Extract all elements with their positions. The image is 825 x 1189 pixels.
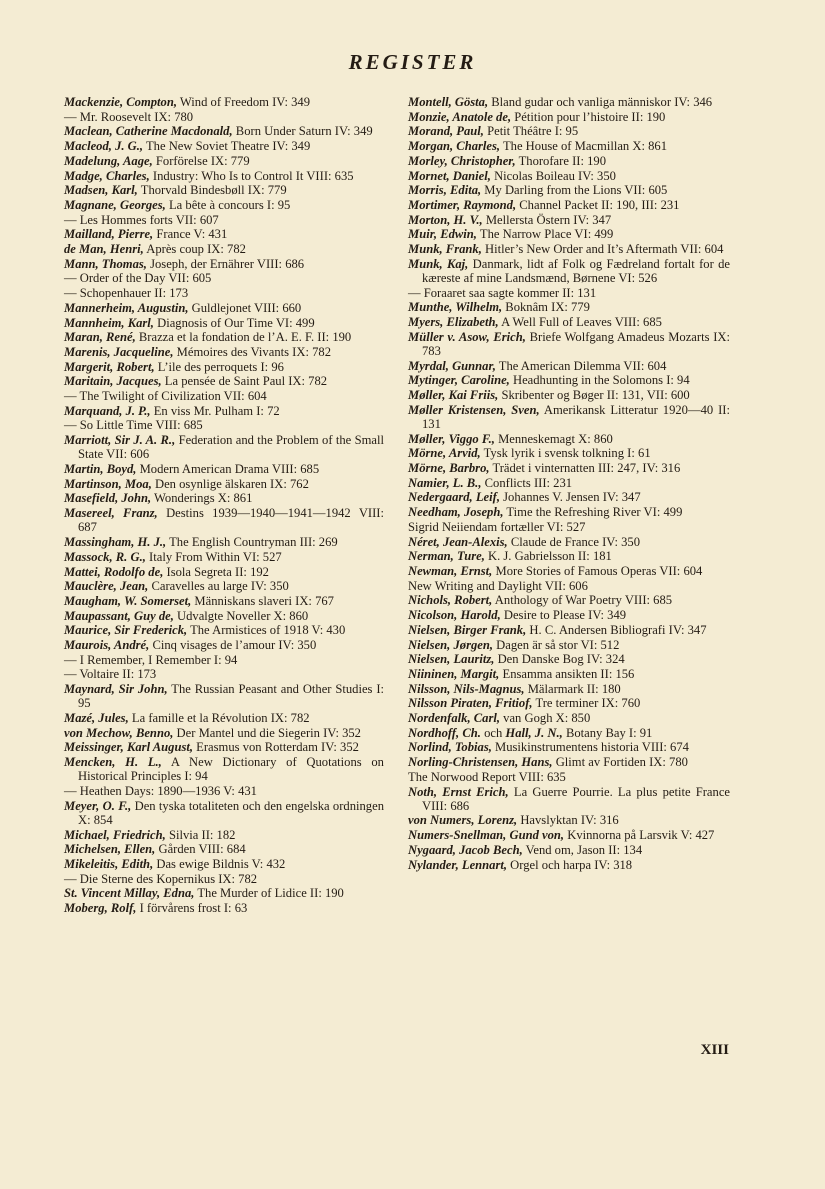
entry-author: Macleod, J. G., xyxy=(64,139,144,154)
register-entry xyxy=(408,549,730,563)
entry-author: Nordhoff, Ch. xyxy=(408,725,481,740)
entry-title: — Die Sterne des Kopernikus IX: 782 xyxy=(64,871,258,886)
entry-author: Nichols, Robert, xyxy=(408,593,493,608)
entry-title: Isola Segreta II: 192 xyxy=(166,564,269,579)
entry-title: och xyxy=(484,725,503,740)
entry-author: Mikeleitis, Edith, xyxy=(64,857,154,872)
entry-author: Noth, Ernst Erich, xyxy=(408,784,509,799)
register-entry xyxy=(64,550,384,564)
register-entry xyxy=(408,608,730,622)
register-entry xyxy=(408,432,730,446)
register-entry xyxy=(408,667,730,681)
entry-title: The Murder of Lidice II: 190 xyxy=(197,886,344,901)
entry-author: Morgan, Charles, xyxy=(408,139,501,154)
entry-author: Newman, Ernst, xyxy=(408,564,493,578)
register-entry xyxy=(64,257,384,271)
register-entry xyxy=(408,227,730,241)
register-entry xyxy=(408,124,730,138)
register-entry xyxy=(408,359,730,373)
entry-title: Gården VIII: 684 xyxy=(158,842,246,857)
register-entry xyxy=(408,638,730,652)
register-entry xyxy=(64,433,384,461)
entry-title: Havslyktan IV: 316 xyxy=(520,813,619,828)
register-entry xyxy=(408,579,730,593)
entry-author: St. Vincent Millay, Edna, xyxy=(64,886,195,901)
register-entry xyxy=(64,609,384,623)
register-entry xyxy=(64,110,384,124)
entry-title: Thorvald Bindesbøll IX: 779 xyxy=(140,183,287,198)
entry-author: Montell, Gösta, xyxy=(408,95,489,109)
register-entry xyxy=(408,755,730,769)
entry-title: Nicolas Boileau IV: 350 xyxy=(494,168,616,183)
entry-title: Das ewige Bildnis V: 432 xyxy=(156,857,286,872)
register-entry xyxy=(408,257,730,285)
register-entry xyxy=(408,213,730,227)
register-entry xyxy=(64,579,384,593)
register-entry xyxy=(408,535,730,549)
entry-author: de Man, Henri, xyxy=(64,242,144,257)
entry-author: Muir, Edwin, xyxy=(408,227,477,242)
register-entry xyxy=(64,784,384,798)
register-entry xyxy=(64,139,384,153)
entry-author: Nielsen, Lauritz, xyxy=(408,652,495,667)
page-number: XIII xyxy=(700,1042,729,1058)
entry-title: — Foraaret saa sagte kommer II: 131 xyxy=(408,285,597,300)
register-entry xyxy=(408,110,730,124)
register-entry xyxy=(64,198,384,212)
entry-title: Amerikansk Litteratur 1920—40 II: 131 xyxy=(422,402,730,431)
register-entry xyxy=(64,506,384,534)
register-entry xyxy=(64,828,384,842)
register-entry xyxy=(408,139,730,153)
entry-author: Mazé, Jules, xyxy=(64,711,129,726)
entry-title: Mälarmark II: 180 xyxy=(527,681,621,696)
entry-title: Erasmus von Rotterdam IV: 352 xyxy=(196,740,359,755)
register-entry xyxy=(408,169,730,183)
entry-author: Martin, Boyd, xyxy=(64,462,137,477)
entry-title: Federation and the Problem of the Small State VII: 606 xyxy=(78,433,384,462)
entry-author: Møller, Kai Friis, xyxy=(408,388,499,403)
entry-title: Tre terminer IX: 760 xyxy=(535,696,641,711)
register-entry xyxy=(64,316,384,330)
entry-title: Silvia II: 182 xyxy=(168,827,236,842)
entry-author: Maclean, Catherine Macdonald, xyxy=(64,124,233,139)
entry-author: Müller v. Asow, Erich, xyxy=(408,329,526,344)
entry-title: Desire to Please IV: 349 xyxy=(503,608,627,623)
register-entry xyxy=(64,901,384,915)
register-entry xyxy=(408,843,730,857)
register-entry xyxy=(408,242,730,256)
entry-title: Orgel och harpa IV: 318 xyxy=(510,857,633,872)
register-entry xyxy=(408,461,730,475)
entry-title: Modern American Drama VIII: 685 xyxy=(139,462,320,477)
entry-title: Den Danske Bog IV: 324 xyxy=(497,652,625,667)
entry-title: K. J. Gabrielsson II: 181 xyxy=(488,549,612,564)
entry-author: Mackenzie, Compton, xyxy=(64,95,177,109)
register-entry xyxy=(64,374,384,388)
entry-title: Glimt av Fortiden IX: 780 xyxy=(555,755,688,770)
entry-author: Munk, Kaj, xyxy=(408,256,469,271)
entry-title: Born Under Saturn IV: 349 xyxy=(235,124,373,139)
entry-title: Den osynlige älskaren IX: 762 xyxy=(155,476,309,491)
entry-title: Johannes V. Jensen IV: 347 xyxy=(503,490,641,505)
register-entry xyxy=(64,799,384,827)
entry-author: Nielsen, Jørgen, xyxy=(408,637,494,652)
entry-title: La Guerre Pourrie. La plus petite France VIII: 686 xyxy=(422,784,730,813)
entry-title: — Heathen Days: 1890—1936 V: 431 xyxy=(64,784,257,799)
register-entry xyxy=(408,696,730,710)
entry-title: Udvalgte Noveller X: 860 xyxy=(177,608,309,623)
register-entry xyxy=(64,169,384,183)
entry-author: Mannerheim, Augustin, xyxy=(64,300,189,315)
register-entry xyxy=(64,755,384,783)
register-entry xyxy=(64,638,384,652)
entry-author: Mencken, H. L., xyxy=(64,755,162,770)
register-entry xyxy=(64,330,384,344)
entry-title: Ensamma ansikten II: 156 xyxy=(502,666,635,681)
entry-title: More Stories of Famous Operas VII: 604 xyxy=(495,564,703,578)
entry-author: Maurois, André, xyxy=(64,638,150,653)
entry-title: My Darling from the Lions VII: 605 xyxy=(484,183,668,198)
entry-author: Morton, H. V., xyxy=(408,212,483,227)
entry-title: Caravelles au large IV: 350 xyxy=(151,579,289,594)
entry-author: Norlind, Tobias, xyxy=(408,740,492,755)
entry-author: Nedergaard, Leif, xyxy=(408,490,500,505)
entry-title: Tysk lyrik i svensk tolkning I: 61 xyxy=(483,446,651,461)
entry-title: Diagnosis of Our Time VI: 499 xyxy=(157,315,315,330)
register-entry xyxy=(64,857,384,871)
entry-author: Marenis, Jacqueline, xyxy=(64,344,174,359)
entry-title: Botany Bay I: 91 xyxy=(565,725,653,740)
register-entry xyxy=(64,667,384,681)
entry-title: Anthology of War Poetry VIII: 685 xyxy=(494,593,673,608)
register-entry xyxy=(408,300,730,314)
entry-author: Meyer, O. F., xyxy=(64,798,132,813)
register-entry xyxy=(408,740,730,754)
entry-title: Mémoires des Vivants IX: 782 xyxy=(176,344,331,359)
register-entry xyxy=(408,183,730,197)
entry-title: Boknâm IX: 779 xyxy=(505,300,590,315)
entry-title: The Russian Peasant and Other Studies I: 95 xyxy=(78,682,385,711)
entry-author: Moberg, Rolf, xyxy=(64,901,137,916)
entry-title: — Schopenhauer II: 173 xyxy=(64,286,189,301)
entry-title: I förvårens frost I: 63 xyxy=(139,901,248,916)
entry-title: Sigrid Neiiendam fortæller VI: 527 xyxy=(408,519,586,534)
entry-author: von Mechow, Benno, xyxy=(64,725,174,740)
entry-title: Wind of Freedom IV: 349 xyxy=(179,95,310,109)
register-entry xyxy=(64,462,384,476)
entry-title: — Order of the Day VII: 605 xyxy=(64,271,212,286)
entry-author: Morris, Edita, xyxy=(408,183,482,198)
register-entry xyxy=(408,476,730,490)
register-entry xyxy=(408,198,730,212)
entry-author: Nilsson, Nils-Magnus, xyxy=(408,681,525,696)
entry-author: Mailland, Pierre, xyxy=(64,227,154,242)
entry-title: La famille et la Révolution IX: 782 xyxy=(131,711,310,726)
register-entry xyxy=(408,682,730,696)
entry-author: Mauclère, Jean, xyxy=(64,579,149,594)
entry-author: Massingham, H. J., xyxy=(64,535,167,550)
entry-title: Briefe Wolfgang Amadeus Mozarts IX: 783 xyxy=(422,329,730,358)
entry-title: — Voltaire II: 173 xyxy=(64,667,157,682)
entry-title: La pensée de Saint Paul IX: 782 xyxy=(164,374,328,389)
register-entry xyxy=(64,418,384,432)
register-entry xyxy=(64,301,384,315)
entry-author: Margerit, Robert, xyxy=(64,359,155,374)
entry-author: Needham, Joseph, xyxy=(408,505,504,520)
entry-title: La bête à concours I: 95 xyxy=(168,197,291,212)
entry-author: Nylander, Lennart, xyxy=(408,857,508,872)
entry-title: Vend om, Jason II: 134 xyxy=(525,842,643,857)
entry-author: Myers, Elizabeth, xyxy=(408,315,499,330)
register-entry xyxy=(408,154,730,168)
register-entry xyxy=(64,726,384,740)
entry-author: Nerman, Ture, xyxy=(408,549,485,564)
entry-title: Danmark, lidt af Folk og Fædreland fortalt for de kæreste af mine Landsmænd, Børnene VI: 526 xyxy=(422,256,730,285)
register-entry xyxy=(408,813,730,827)
entry-author: Madsen, Karl, xyxy=(64,183,138,198)
entry-author: von Numers, Lorenz, xyxy=(408,813,518,828)
register-entry xyxy=(64,682,384,710)
register-entry xyxy=(408,858,730,872)
entry-author: Mattei, Rodolfo de, xyxy=(64,564,164,579)
entry-title: Thorofare II: 190 xyxy=(518,153,606,168)
register-entry xyxy=(64,565,384,579)
register-entry xyxy=(408,652,730,666)
register-entry xyxy=(408,505,730,519)
register-entry xyxy=(408,711,730,725)
entry-author: Norling-Christensen, Hans, xyxy=(408,755,553,770)
entry-author: Masereel, Franz, xyxy=(64,506,158,521)
entry-title: The Narrow Place VI: 499 xyxy=(479,227,614,242)
register-entry xyxy=(408,770,730,784)
register-entry xyxy=(64,345,384,359)
register-entry xyxy=(64,227,384,241)
register-column-left xyxy=(64,95,384,916)
entry-title: Italy From Within VI: 527 xyxy=(149,549,282,564)
entry-author: Niininen, Margit, xyxy=(408,666,500,681)
entry-author: Massock, R. G., xyxy=(64,549,146,564)
register-entry xyxy=(64,213,384,227)
register-entry xyxy=(408,593,730,607)
register-entry xyxy=(408,446,730,460)
entry-author: Meissinger, Karl August, xyxy=(64,740,194,755)
register-entry xyxy=(64,360,384,374)
register-entry xyxy=(408,490,730,504)
entry-title: Människans slaveri IX: 767 xyxy=(194,593,334,608)
entry-author: Maritain, Jacques, xyxy=(64,374,162,389)
register-entry xyxy=(64,286,384,300)
register-entry xyxy=(64,872,384,886)
register-entry xyxy=(64,886,384,900)
entry-author: Nordenfalk, Carl, xyxy=(408,711,501,726)
entry-author: Nielsen, Birger Frank, xyxy=(408,622,527,637)
entry-title: — Mr. Roosevelt IX: 780 xyxy=(64,109,194,124)
register-entry xyxy=(64,404,384,418)
entry-title: Musikinstrumentens historia VIII: 674 xyxy=(495,740,689,755)
register-entry xyxy=(408,623,730,637)
entry-title: The Norwood Report VIII: 635 xyxy=(408,769,566,784)
entry-title: H. C. Andersen Bibliografi IV: 347 xyxy=(529,622,707,637)
entry-title: Dagen är så stor VI: 512 xyxy=(496,637,620,652)
entry-author: Mytinger, Caroline, xyxy=(408,373,510,388)
entry-author: Maynard, Sir John, xyxy=(64,682,168,697)
entry-author: Nygaard, Jacob Bech, xyxy=(408,842,523,857)
entry-author: Marriott, Sir J. A. R., xyxy=(64,433,176,448)
entry-author: Morley, Christopher, xyxy=(408,153,516,168)
entry-author: Michael, Friedrich, xyxy=(64,827,166,842)
entry-author: Maurice, Sir Frederick, xyxy=(64,623,188,638)
entry-title: Forförelse IX: 779 xyxy=(155,153,250,168)
entry-title: A Well Full of Leaves VIII: 685 xyxy=(501,315,662,330)
entry-title: Den tyska totaliteten och den engelska ordningen X: 854 xyxy=(78,798,384,827)
register-entry xyxy=(64,154,384,168)
entry-author: Namier, L. B., xyxy=(408,475,482,490)
entry-title: New Writing and Daylight VII: 606 xyxy=(408,578,588,593)
entry-author: Néret, Jean-Alexis, xyxy=(408,534,508,549)
register-entry xyxy=(408,95,730,109)
page-title: REGISTER xyxy=(348,50,477,74)
entry-title: The Armistices of 1918 V: 430 xyxy=(190,623,346,638)
entry-author: Nicolson, Harold, xyxy=(408,608,501,623)
register-entry xyxy=(64,183,384,197)
entry-title: Channel Packet II: 190, III: 231 xyxy=(519,197,680,212)
register-entry xyxy=(408,330,730,358)
entry-author: Mannheim, Karl, xyxy=(64,315,154,330)
entry-author: Munk, Frank, xyxy=(408,242,482,257)
entry-title: — So Little Time VIII: 685 xyxy=(64,418,203,433)
register-entry xyxy=(64,623,384,637)
entry-author: Mornet, Daniel, xyxy=(408,168,491,183)
entry-title: The American Dilemma VII: 604 xyxy=(498,358,667,373)
entry-title: Brazza et la fondation de l’A. E. F. II: 190 xyxy=(138,330,352,345)
register-entry xyxy=(408,403,730,431)
register-entry xyxy=(64,124,384,138)
register-entry xyxy=(64,653,384,667)
entry-title: — I Remember, I Remember I: 94 xyxy=(64,652,238,667)
entry-author: Morand, Paul, xyxy=(408,124,484,139)
entry-title: Après coup IX: 782 xyxy=(146,242,246,257)
entry-author: Maugham, W. Somerset, xyxy=(64,593,192,608)
entry-author: Madelung, Aage, xyxy=(64,153,153,168)
register-entry xyxy=(64,594,384,608)
entry-title: — The Twilight of Civilization VII: 604 xyxy=(64,389,267,404)
register-entry xyxy=(64,389,384,403)
entry-title: Conflicts III: 231 xyxy=(484,475,573,490)
entry-author: Numers-Snellman, Gund von, xyxy=(408,828,565,843)
entry-title: Wonderings X: 861 xyxy=(154,491,253,506)
entry-author: Mörne, Arvid, xyxy=(408,446,481,461)
entry-author: Møller, Viggo F., xyxy=(408,431,495,446)
entry-author: Maran, René, xyxy=(64,330,136,345)
entry-title: Hitler’s New Order and It’s Aftermath VII: 604 xyxy=(485,242,724,257)
register-entry xyxy=(64,711,384,725)
entry-title: France V: 431 xyxy=(156,227,228,242)
entry-author: Monzie, Anatole de, xyxy=(408,109,512,124)
entry-title: Destins 1939—1940—1941—1942 VIII: 687 xyxy=(78,506,385,535)
entry-author: Madge, Charles, xyxy=(64,168,150,183)
entry-title: Mellersta Östern IV: 347 xyxy=(485,212,612,227)
entry-title: En viss Mr. Pulham I: 72 xyxy=(153,403,280,418)
entry-title: A New Dictionary of Quotations on Historical Principles I: 94 xyxy=(78,755,384,784)
entry-title: The House of Macmillan X: 861 xyxy=(502,139,667,154)
entry-author: Myrdal, Gunnar, xyxy=(408,358,496,373)
register-entry xyxy=(408,388,730,402)
entry-author: Maupassant, Guy de, xyxy=(64,608,174,623)
register-entry xyxy=(408,520,730,534)
register-entry xyxy=(408,315,730,329)
entry-author: Mann, Thomas, xyxy=(64,256,147,271)
entry-author: Mortimer, Raymond, xyxy=(408,197,517,212)
entry-title: — Les Hommes forts VII: 607 xyxy=(64,212,219,227)
entry-author: Martinson, Moa, xyxy=(64,476,152,491)
register-entry xyxy=(408,373,730,387)
entry-title: Pétition pour l’histoire II: 190 xyxy=(514,109,666,124)
entry-author: Nilsson Piraten, Fritiof, xyxy=(408,696,533,711)
entry-title: Skribenter og Bøger II: 131, VII: 600 xyxy=(501,388,690,403)
entry-title: van Gogh X: 850 xyxy=(503,711,591,726)
entry-author: Møller Kristensen, Sven, xyxy=(408,402,540,417)
register-entry xyxy=(64,477,384,491)
register-entry xyxy=(408,726,730,740)
register-entry xyxy=(64,842,384,856)
entry-title: Joseph, der Ernährer VIII: 686 xyxy=(150,256,305,271)
entry-title: Cinq visages de l’amour IV: 350 xyxy=(152,638,317,653)
entry-title: Der Mantel und die Siegerin IV: 352 xyxy=(176,725,361,740)
register-entry xyxy=(64,491,384,505)
entry-title: Guldlejonet VIII: 660 xyxy=(191,300,302,315)
entry-author: Magnane, Georges, xyxy=(64,197,166,212)
entry-title: Menneskemagt X: 860 xyxy=(498,431,613,446)
entry-title: The New Soviet Theatre IV: 349 xyxy=(145,139,311,154)
register-entry xyxy=(64,535,384,549)
entry-author: Michelsen, Ellen, xyxy=(64,842,156,857)
entry-title: Kvinnorna på Larsvik V: 427 xyxy=(567,828,715,843)
entry-title: Trädet i vinternatten III: 247, IV: 316 xyxy=(492,461,681,476)
entry-author: Hall, J. N., xyxy=(505,725,563,740)
entry-title: Petit Théâtre I: 95 xyxy=(487,124,579,139)
register-entry xyxy=(64,740,384,754)
register-entry xyxy=(64,271,384,285)
entry-author: Mörne, Barbro, xyxy=(408,461,490,476)
register-entry xyxy=(408,785,730,813)
entry-title: L’ile des perroquets I: 96 xyxy=(157,359,284,374)
register-entry xyxy=(408,564,730,578)
entry-title: The English Countryman III: 269 xyxy=(169,535,338,550)
entry-title: Bland gudar och vanliga människor IV: 346 xyxy=(491,95,713,109)
entry-title: Claude de France IV: 350 xyxy=(510,534,641,549)
register-entry xyxy=(408,828,730,842)
entry-title: Industry: Who Is to Control It VIII: 635 xyxy=(152,168,354,183)
register-entry xyxy=(408,286,730,300)
entry-title: Headhunting in the Solomons I: 94 xyxy=(512,373,690,388)
register-entry xyxy=(64,242,384,256)
register-column-right xyxy=(408,95,730,872)
entry-author: Masefield, John, xyxy=(64,491,152,506)
entry-author: Marquand, J. P., xyxy=(64,403,151,418)
entry-title: Time the Refreshing River VI: 499 xyxy=(506,505,683,520)
register-entry xyxy=(64,95,384,109)
entry-author: Munthe, Wilhelm, xyxy=(408,300,503,315)
